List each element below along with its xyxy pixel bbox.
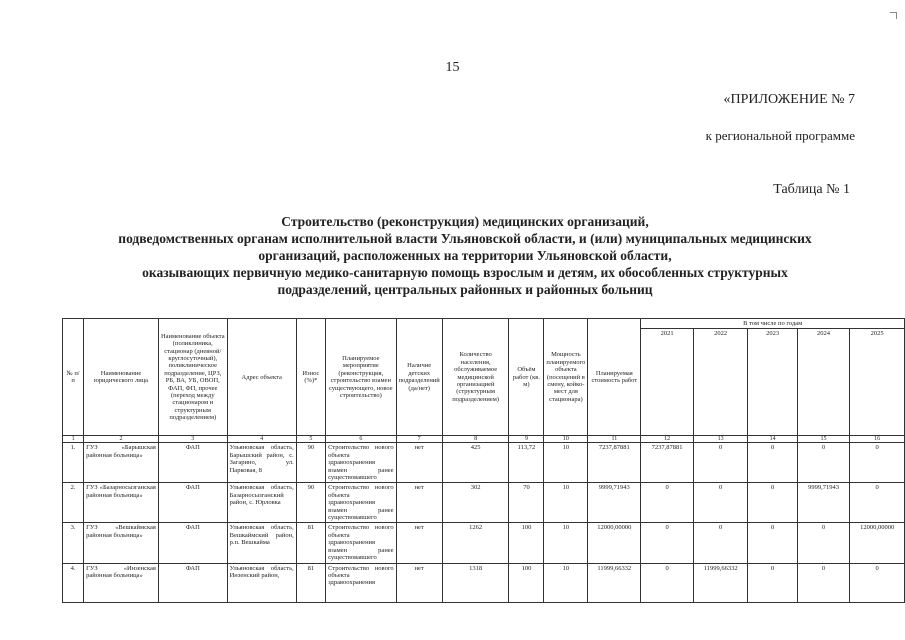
cell-people: 1262	[442, 523, 509, 563]
cell-year-2022: 0	[693, 483, 748, 523]
cell-year-2021: 7237,87881	[641, 443, 694, 483]
cell-year-2024: 9999,71943	[797, 483, 850, 523]
table-row	[63, 483, 905, 523]
column-number: 1	[63, 436, 84, 443]
facilities-table	[62, 318, 905, 603]
cell-year-2023: 0	[748, 563, 797, 602]
cell-year-2024: 0	[797, 523, 850, 563]
cell-event: Строительство нового объекта здравоохранения взамен ранее существовавшего	[326, 523, 397, 563]
cell-year-2022: 0	[693, 523, 748, 563]
cell-kids: нет	[396, 443, 442, 483]
cell-num: 4.	[63, 563, 84, 602]
cell-cost: 9999,71943	[588, 483, 641, 523]
cell-year-2023: 0	[748, 523, 797, 563]
cell-year-2021: 0	[641, 523, 694, 563]
title-line: подведомственных органам исполнительной власти Ульяновской области, и (или) муниципальных медицинских	[118, 231, 812, 246]
cell-year-2024: 0	[797, 563, 850, 602]
cell-year-2025: 12000,00000	[850, 523, 905, 563]
cell-object: ФАП	[158, 443, 227, 483]
cell-address: Ульяновская область, Вешкаймский район, р.п. Вешкайма	[227, 523, 296, 563]
page-number: 15	[445, 60, 460, 75]
table-row	[63, 563, 905, 602]
column-number: 8	[442, 436, 509, 443]
cell-year-2022: 0	[693, 443, 748, 483]
column-number: 3	[158, 436, 227, 443]
column-number: 16	[850, 436, 905, 443]
header-kids: Наличие детских подразделений (да/нет)	[396, 319, 442, 436]
column-number: 6	[326, 436, 397, 443]
header-name: Наименование юридического лица	[84, 319, 159, 436]
column-number: 13	[693, 436, 748, 443]
table-header-row	[63, 319, 905, 329]
cell-year-2021: 0	[641, 483, 694, 523]
column-number: 14	[748, 436, 797, 443]
cell-event: Строительство нового объекта здравоохранения взамен ранее существовавшего	[326, 483, 397, 523]
cell-object: ФАП	[158, 563, 227, 602]
cell-year-2024: 0	[797, 443, 850, 483]
cell-num: 1.	[63, 443, 84, 483]
header-cost: Планируемая стоимость работ	[588, 319, 641, 436]
cell-wear: 81	[296, 563, 325, 602]
cell-name: ГУЗ «Базарносызганская районная больница»	[84, 483, 159, 523]
column-number: 15	[797, 436, 850, 443]
cell-volume: 100	[509, 523, 544, 563]
cell-wear: 90	[296, 483, 325, 523]
header-num: № п/п	[63, 319, 84, 436]
column-number: 4	[227, 436, 296, 443]
cell-power: 10	[544, 483, 588, 523]
cell-event: Строительство нового объекта здравоохранения взамен ранее существовавшего	[326, 443, 397, 483]
cell-people: 425	[442, 443, 509, 483]
cell-kids: нет	[396, 523, 442, 563]
column-number: 5	[296, 436, 325, 443]
cell-year-2021: 0	[641, 563, 694, 602]
cell-wear: 90	[296, 443, 325, 483]
cell-year-2025: 0	[850, 443, 905, 483]
program-reference: к региональной программе	[705, 128, 855, 143]
title-line: подразделений, центральных районных и районных больниц	[277, 282, 653, 297]
cell-power: 10	[544, 563, 588, 602]
title-line: оказывающих первичную медико-санитарную помощь взрослым и детям, их обособленных структурных	[142, 265, 788, 280]
column-number: 10	[544, 436, 588, 443]
cell-power: 10	[544, 443, 588, 483]
header-address: Адрес объекта	[227, 319, 296, 436]
annex-heading: «ПРИЛОЖЕНИЕ № 7	[723, 92, 855, 107]
title-line: организаций, расположенных на территории Ульяновской области,	[258, 248, 672, 263]
cell-name: ГУЗ «Вешкаймская районная больница»	[84, 523, 159, 563]
cell-cost: 7237,87881	[588, 443, 641, 483]
cell-name: ГУЗ «Барышская районная больница»	[84, 443, 159, 483]
cell-address: Ульяновская область, Базарносызганский район, с. Юрловка	[227, 483, 296, 523]
cell-kids: нет	[396, 483, 442, 523]
column-number: 9	[509, 436, 544, 443]
header-year: 2021	[641, 329, 694, 436]
header-object: Наименование объекта (поликлиника, стационар (дневной/круглосуточный), поликлиническое подразделение, ЦРЗ, РБ, ВА, УБ, ОВОП, ФАП, ФП, прочее (переход между стационаром и структурным подразделением)	[158, 319, 227, 436]
scan-corner-mark	[890, 12, 897, 19]
cell-address: Ульяновская область, Инзенский район,	[227, 563, 296, 602]
title-line: Строительство (реконструкция) медицинских организаций,	[281, 214, 649, 229]
cell-volume: 113,72	[509, 443, 544, 483]
header-volume: Объём работ (кв. м)	[509, 319, 544, 436]
header-year: 2024	[797, 329, 850, 436]
cell-kids: нет	[396, 563, 442, 602]
cell-power: 10	[544, 523, 588, 563]
cell-wear: 81	[296, 523, 325, 563]
cell-object: ФАП	[158, 483, 227, 523]
column-number: 11	[588, 436, 641, 443]
cell-name: ГУЗ «Инзенская районная больница»	[84, 563, 159, 602]
header-year: 2025	[850, 329, 905, 436]
column-number: 7	[396, 436, 442, 443]
cell-volume: 70	[509, 483, 544, 523]
table-row	[63, 443, 905, 483]
cell-object: ФАП	[158, 523, 227, 563]
table-number: Таблица № 1	[773, 182, 850, 197]
cell-year-2023: 0	[748, 443, 797, 483]
cell-cost: 12000,00000	[588, 523, 641, 563]
header-year: 2023	[748, 329, 797, 436]
header-event: Планируемое мероприятие (реконструкция, строительство взамен существующего, новое строительство)	[326, 319, 397, 436]
table-row	[63, 523, 905, 563]
cell-volume: 100	[509, 563, 544, 602]
cell-people: 1318	[442, 563, 509, 602]
column-number-row	[63, 436, 905, 443]
cell-year-2022: 11999,66332	[693, 563, 748, 602]
header-years-group: В том числе по годам	[641, 319, 905, 329]
cell-num: 3.	[63, 523, 84, 563]
cell-year-2023: 0	[748, 483, 797, 523]
cell-year-2025: 0	[850, 563, 905, 602]
header-year: 2022	[693, 329, 748, 436]
cell-people: 302	[442, 483, 509, 523]
cell-num: 2.	[63, 483, 84, 523]
header-people: Количество населения, обслуживаемое медицинской организацией (структурным подразделением)	[442, 319, 509, 436]
column-number: 12	[641, 436, 694, 443]
cell-address: Ульяновская область, Барышский район, с. Загарино, ул. Парковая, 8	[227, 443, 296, 483]
header-power: Мощность планируемого объекта (посещений в смену, койко-мест для стационара)	[544, 319, 588, 436]
cell-event: Строительство нового объекта здравоохранения	[326, 563, 397, 602]
column-number: 2	[84, 436, 159, 443]
document-title	[40, 213, 890, 298]
cell-cost: 11999,66332	[588, 563, 641, 602]
cell-year-2025: 0	[850, 483, 905, 523]
header-wear: Износ (%)*	[296, 319, 325, 436]
